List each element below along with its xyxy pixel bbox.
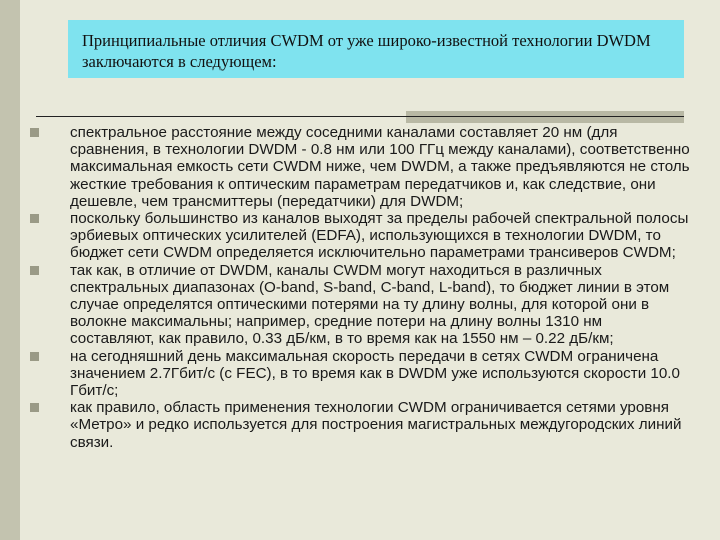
title-divider	[36, 116, 684, 117]
bullet-item	[30, 124, 690, 210]
title-rule-accent	[406, 111, 684, 123]
bullet-item	[30, 210, 690, 262]
bullet-item	[30, 348, 690, 400]
square-bullet-icon	[30, 128, 39, 137]
left-decor-bar	[0, 0, 20, 540]
square-bullet-icon	[30, 214, 39, 223]
slide-title	[68, 20, 684, 78]
square-bullet-icon	[30, 266, 39, 275]
bullet-item	[30, 262, 690, 348]
slide-title-text: Принципиальные отличия CWDM от уже широко-известной технологии DWDM заключаются в следующем:	[82, 31, 651, 71]
square-bullet-icon	[30, 403, 39, 412]
bullet-text: на сегодняшний день максимальная скорость передачи в сетях CWDM ограничена значением 2.7Гбит/с (с FEC), в то время как в DWDM уже используются скорости 10.0 Гбит/с;	[70, 347, 680, 400]
bullet-item	[30, 399, 690, 451]
bullet-text: спектральное расстояние между соседними каналами составляет 20 нм (для сравнения, в технологии DWDM - 0.8 нм или 100 ГГц между каналами), соответственно максимальная емкость сети CWDM ниже, чем DWDM, а также предъявляются не столь жесткие требования к оптическим параметрам передатчиков и, как следствие, они дешевле, чем трансмиттеры (передатчики) для DWDM;	[70, 124, 690, 210]
bullet-text: так как, в отличие от DWDM, каналы CWDM могут находиться в различных спектральных диапазонах (O-band, S-band, C-band, L-band), то бюджет линии в этом случае определятся оптическими потерями на ту длину волны, для которой они в волокне максимальны; например, средние потери на длину волны 1310 нм составляют, как правило, 0.33 дБ/км, в то время как на 1550 нм – 0.22 дБ/км;	[70, 261, 670, 348]
bullet-text: поскольку большинство из каналов выходят за пределы рабочей спектральной полосы эрбиевых оптических усилителей (EDFA), использующихся в технологии DWDM, то бюджет сети CWDM определяется исключительно параметрами трансиверов CWDM;	[70, 210, 689, 262]
bullet-text: как правило, область применения технологии CWDM ограничивается сетями уровня «Метро» и редко используется для построения магистральных междугородских линий связи.	[70, 399, 682, 451]
square-bullet-icon	[30, 352, 39, 361]
bullet-list	[30, 124, 690, 451]
